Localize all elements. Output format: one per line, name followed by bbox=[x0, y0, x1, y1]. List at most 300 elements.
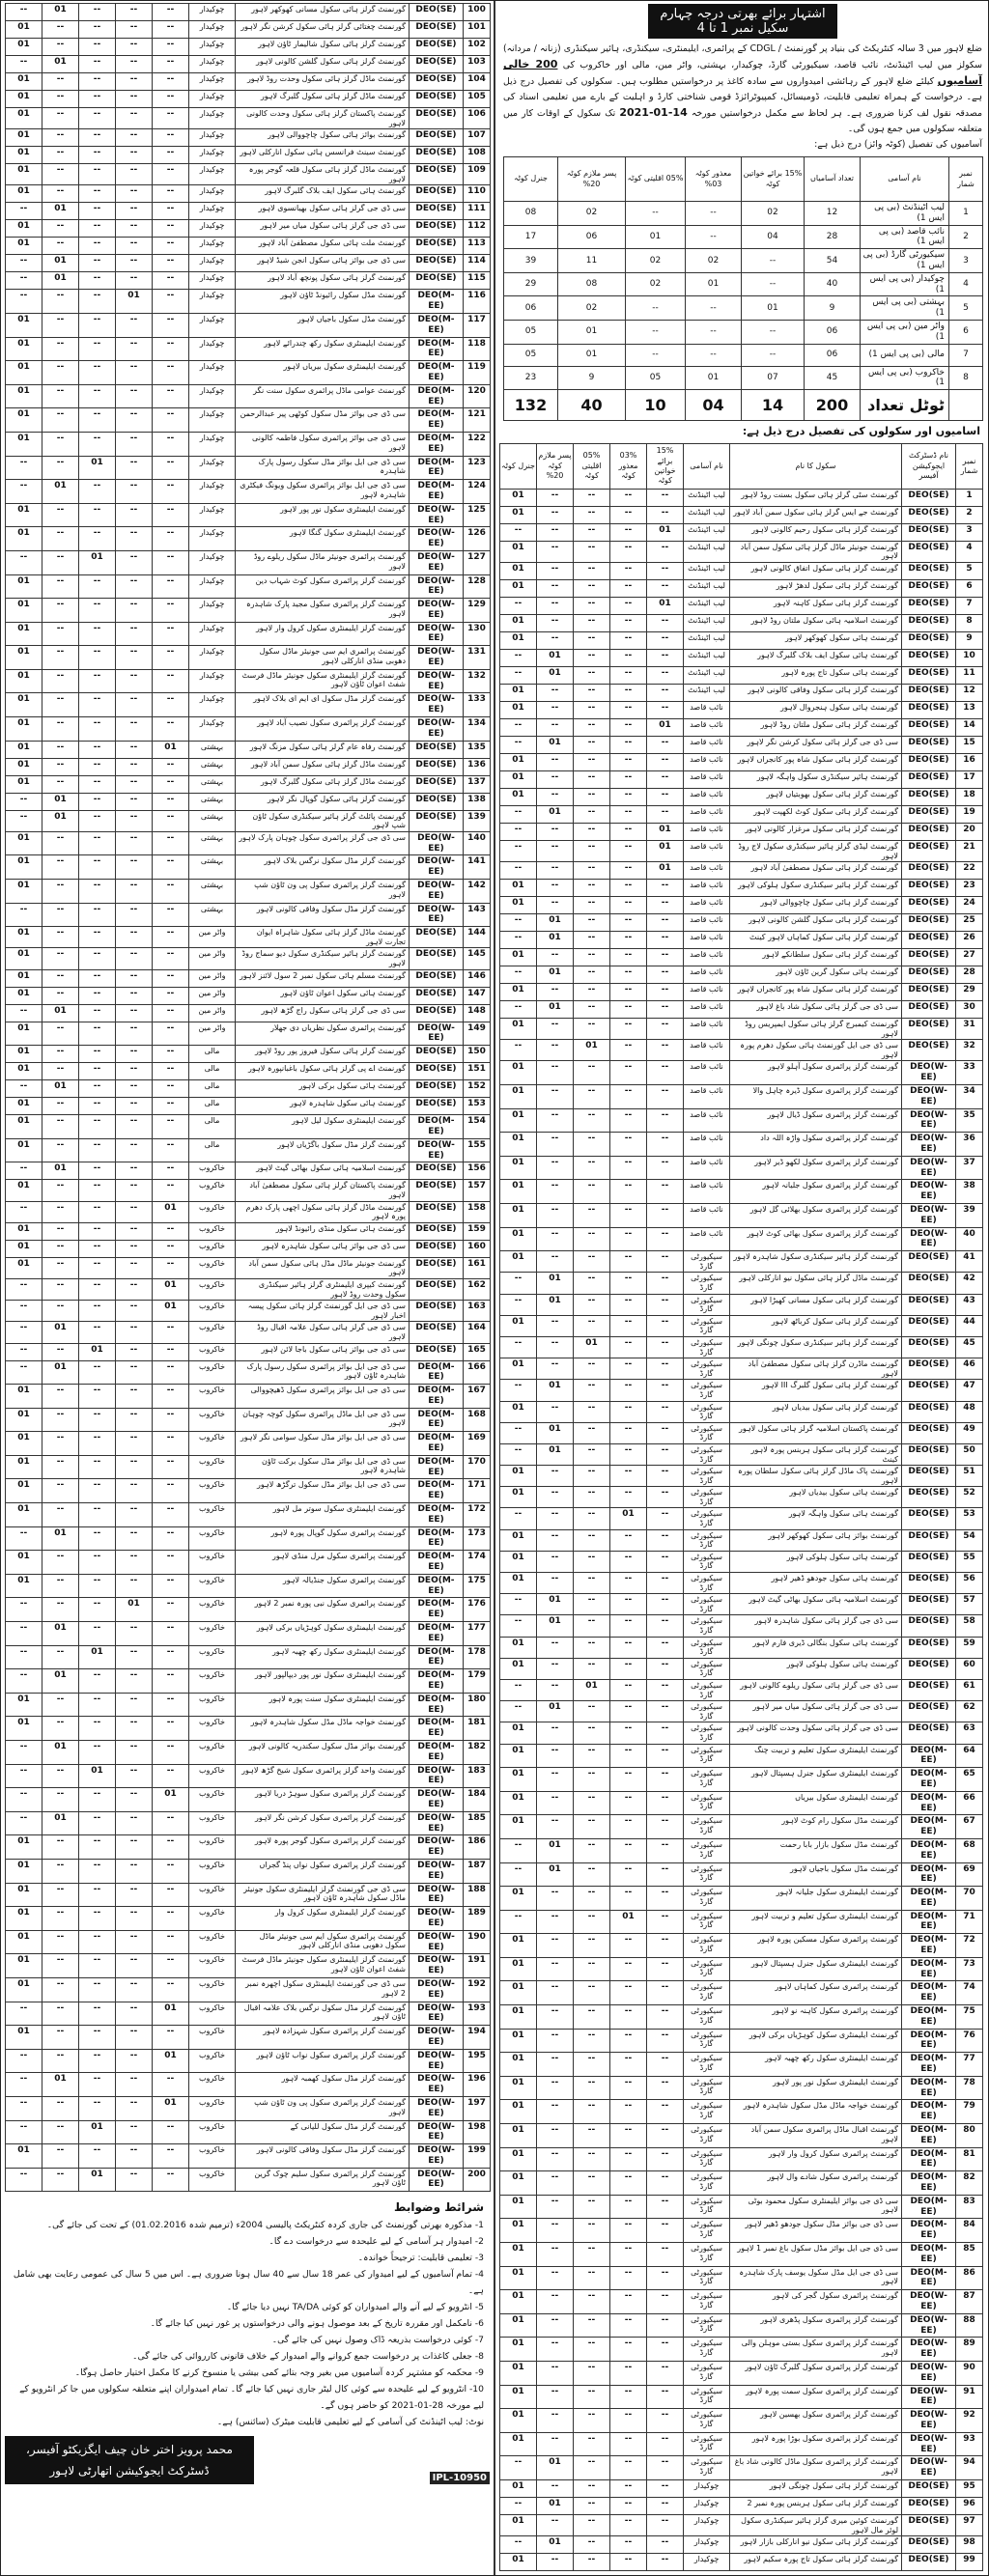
quota-cell-g: 01 bbox=[6, 1930, 42, 1954]
deo-name: DEO(M-EE) bbox=[410, 432, 464, 456]
quota-cell-w: -- bbox=[647, 2124, 684, 2148]
post-name: نائب قاصد bbox=[684, 823, 730, 840]
serial-number: 17 bbox=[956, 770, 983, 788]
table-row bbox=[6, 1257, 491, 1278]
deo-name: DEO(M-EE) bbox=[410, 290, 464, 314]
post-name: سیکیورٹی گارڈ bbox=[684, 1551, 730, 1572]
deo-name: DEO(M-EE) bbox=[410, 1115, 464, 1139]
serial-number: 185 bbox=[464, 1811, 491, 1835]
quota-cell-g: 01 bbox=[500, 1934, 537, 1958]
quota-cell-e: -- bbox=[42, 2096, 79, 2120]
quota-cell-d: -- bbox=[116, 1503, 153, 1527]
school-name: گورنمنٹ ملت ہائی سکول مصطفیٰ آباد لاہور bbox=[236, 238, 410, 255]
school-name: سی ڈی جی بوائز ایلیمنٹری سکول محمود بوٹی لاہور bbox=[730, 2195, 902, 2219]
quota-cell-e: 01 bbox=[42, 1322, 79, 1343]
summary-total-blank bbox=[949, 390, 983, 421]
quota-cell-e: -- bbox=[537, 2385, 574, 2409]
table-row bbox=[6, 1693, 491, 1717]
school-name: گورنمنٹ گرلز ہائی سکول لدھڑ لاہور bbox=[730, 579, 902, 597]
quota-cell-e: -- bbox=[42, 1503, 79, 1527]
school-table-header: نمبر شمار bbox=[956, 444, 983, 490]
quota-cell-m: -- bbox=[79, 1551, 116, 1575]
serial-number: 23 bbox=[956, 880, 983, 897]
serial-number: 131 bbox=[464, 646, 491, 670]
quota-cell-d: -- bbox=[610, 1156, 647, 1180]
quota-cell-g: -- bbox=[500, 1838, 537, 1862]
quota-cell-w: -- bbox=[153, 1479, 189, 1503]
serial-number: 59 bbox=[956, 1637, 983, 1658]
quota-cell-m: -- bbox=[574, 1615, 610, 1637]
quota-cell-w: -- bbox=[647, 1573, 684, 1594]
serial-number: 80 bbox=[956, 2124, 983, 2148]
quota-cell-d: -- bbox=[610, 1273, 647, 1294]
deo-name: DEO(SE) bbox=[410, 775, 464, 793]
quota-cell-e: -- bbox=[42, 574, 79, 599]
quota-cell-e: -- bbox=[42, 1788, 79, 1812]
quota-cell-g: 01 bbox=[500, 1573, 537, 1594]
quota-cell-e: 01 bbox=[537, 1443, 574, 1465]
quota-cell-g: 01 bbox=[6, 927, 42, 948]
deo-name: DEO(W-EE) bbox=[410, 669, 464, 693]
quota-cell-m: -- bbox=[79, 1201, 116, 1222]
deo-name: DEO(M-EE) bbox=[410, 408, 464, 433]
quota-cell-e: -- bbox=[42, 185, 79, 203]
quota-cell-d: -- bbox=[610, 1180, 647, 1204]
summary-cell-general: 23 bbox=[504, 366, 558, 390]
quota-cell-m: -- bbox=[79, 717, 116, 742]
school-name: گورنمنٹ ہائی سکول بنگالی ڈیری فارم لاہور bbox=[730, 1637, 902, 1658]
post-name: نائب قاصد bbox=[684, 753, 730, 770]
quota-cell-d: -- bbox=[116, 1859, 153, 1883]
deo-name: DEO(W-EE) bbox=[902, 2456, 956, 2480]
post-name: نائب قاصد bbox=[684, 984, 730, 1001]
quota-cell-w: -- bbox=[647, 2409, 684, 2433]
post-name: نائب قاصد bbox=[684, 805, 730, 823]
school-name: گورنمنٹ بوائز ہائی سکول کھوکھر لاہور bbox=[730, 1529, 902, 1551]
post-name: نائب قاصد bbox=[684, 1227, 730, 1251]
deo-name: DEO(SE) bbox=[902, 1679, 956, 1700]
deo-name: DEO(SE) bbox=[410, 1222, 464, 1240]
quota-cell-d: -- bbox=[116, 1257, 153, 1278]
quota-cell-d: 01 bbox=[610, 1910, 647, 1934]
deo-name: DEO(SE) bbox=[902, 1615, 956, 1637]
post-name: سیکیورٹی گارڈ bbox=[684, 1791, 730, 1815]
quota-cell-m: -- bbox=[574, 1957, 610, 1981]
quota-cell-g: 01 bbox=[6, 831, 42, 855]
quota-cell-g: 01 bbox=[6, 238, 42, 255]
quota-cell-w: -- bbox=[647, 1551, 684, 1572]
quota-cell-e: -- bbox=[42, 622, 79, 646]
quota-cell-g: 01 bbox=[6, 108, 42, 129]
deo-name: DEO(SE) bbox=[410, 1046, 464, 1063]
quota-cell-e: -- bbox=[42, 1479, 79, 1503]
school-name: گورنمنٹ گرلز ہائی سکول گوپال نگر لاہور bbox=[236, 793, 410, 810]
serial-number: 72 bbox=[956, 1934, 983, 1958]
table-row bbox=[6, 1408, 491, 1432]
school-name: گورنمنٹ ہائی سکول ہلوکی لاہور bbox=[730, 1658, 902, 1679]
serial-number: 118 bbox=[464, 337, 491, 361]
school-name: سی ڈی جی بوائز ہائی سکول باجا لائن لاہور bbox=[236, 1343, 410, 1360]
quota-cell-w: -- bbox=[153, 480, 189, 504]
school-name: گورنمنٹ ماڈل گرلز ہائی سکول شاہراہ ایوان تجارت لاہور bbox=[236, 927, 410, 948]
serial-number: 84 bbox=[956, 2219, 983, 2243]
table-row bbox=[500, 2124, 983, 2148]
table-row bbox=[500, 579, 983, 597]
table-row bbox=[6, 741, 491, 758]
quota-cell-e: -- bbox=[537, 2100, 574, 2124]
post-name: لیب اٹینڈنٹ bbox=[684, 489, 730, 506]
quota-cell-d: -- bbox=[610, 2554, 647, 2571]
post-name: خاکروب bbox=[189, 1598, 236, 1622]
school-name: سی ڈی جی گرلز ہائی سکول علامہ اقبال روڈ لاہور bbox=[236, 1322, 410, 1343]
table-row bbox=[6, 1278, 491, 1300]
quota-cell-d: -- bbox=[610, 1722, 647, 1744]
serial-number: 73 bbox=[956, 1957, 983, 1981]
post-name: چوکیدار bbox=[189, 73, 236, 91]
quota-cell-m: 01 bbox=[574, 1679, 610, 1700]
quota-cell-m: -- bbox=[574, 1133, 610, 1157]
table-row bbox=[500, 1401, 983, 1422]
table-row bbox=[500, 718, 983, 736]
school-name: گورنمنٹ ماڈل گرلز ہائی سکول گلبرگ لاہور bbox=[236, 91, 410, 108]
serial-number: 156 bbox=[464, 1162, 491, 1180]
serial-number: 40 bbox=[956, 1227, 983, 1251]
quota-cell-d: -- bbox=[116, 1741, 153, 1765]
quota-cell-e: -- bbox=[42, 361, 79, 385]
quota-cell-w: -- bbox=[647, 1658, 684, 1679]
deo-name: DEO(M-EE) bbox=[410, 1551, 464, 1575]
deo-name: DEO(W-EE) bbox=[410, 880, 464, 904]
school-name: گورنمنٹ ہائی سکول اعوان ٹاؤن لاہور bbox=[236, 987, 410, 1004]
quota-cell-m: -- bbox=[574, 2290, 610, 2314]
quota-cell-d: -- bbox=[610, 1615, 647, 1637]
post-name: لیب اٹینڈنٹ bbox=[684, 541, 730, 562]
quota-cell-w: -- bbox=[647, 1273, 684, 1294]
school-name: گورنمنٹ کوئین میری گرلز ہائیر سیکنڈری سکول لوئر مال لاہور bbox=[730, 2514, 902, 2535]
quota-cell-e: 01 bbox=[537, 649, 574, 666]
quota-cell-w: -- bbox=[647, 1887, 684, 1911]
quota-cell-m: -- bbox=[574, 1156, 610, 1180]
serial-number: 113 bbox=[464, 238, 491, 255]
deo-name: DEO(SE) bbox=[410, 1257, 464, 1278]
quota-cell-g: -- bbox=[6, 550, 42, 574]
school-table-header: نام آسامی bbox=[684, 444, 730, 490]
table-row bbox=[500, 805, 983, 823]
quota-cell-m: -- bbox=[574, 701, 610, 718]
quota-cell-g: -- bbox=[500, 805, 537, 823]
quota-cell-g: 01 bbox=[6, 361, 42, 385]
quota-cell-m: -- bbox=[574, 1466, 610, 1487]
quota-cell-w: -- bbox=[647, 2147, 684, 2171]
school-name: گورنمنٹ گرلز ہائی سکول بیدیاں لاہور bbox=[730, 1401, 902, 1422]
post-name: خاکروب bbox=[189, 1162, 236, 1180]
quota-cell-d: -- bbox=[116, 1479, 153, 1503]
quota-cell-d: -- bbox=[116, 1240, 153, 1257]
quota-cell-d: -- bbox=[116, 2049, 153, 2073]
terms-item: 5- انٹرویو کے لیے آنے والے امیدواران کو کوئی TA/DA نہیں دیا جائے گا۔ bbox=[226, 2302, 484, 2313]
quota-cell-e: 01 bbox=[537, 966, 574, 984]
post-name: چوکیدار bbox=[189, 456, 236, 480]
post-name: خاکروب bbox=[189, 1622, 236, 1646]
quota-cell-d: -- bbox=[116, 203, 153, 220]
quota-cell-w: -- bbox=[647, 1294, 684, 1315]
deo-name: DEO(SE) bbox=[410, 948, 464, 969]
quota-cell-e: -- bbox=[42, 758, 79, 775]
quota-cell-w: -- bbox=[647, 2171, 684, 2196]
quota-cell-d: -- bbox=[116, 969, 153, 987]
post-name: مالی bbox=[189, 1063, 236, 1080]
quota-cell-d: -- bbox=[610, 2195, 647, 2219]
quota-cell-g: 01 bbox=[6, 880, 42, 904]
quota-cell-g: 01 bbox=[6, 574, 42, 599]
post-name: نائب قاصد bbox=[684, 1061, 730, 1085]
table-row bbox=[6, 1859, 491, 1883]
school-name: گورنمنٹ گرلز پرائمری سکول گلبرگ ٹاؤن لاہور bbox=[730, 2361, 902, 2385]
quota-cell-w: -- bbox=[647, 1957, 684, 1981]
deo-name: DEO(SE) bbox=[410, 272, 464, 290]
post-name: خاکروب bbox=[189, 1717, 236, 1741]
school-name: گورنمنٹ اسلامیہ ہائی سکول بھاٹی گیٹ لاہور bbox=[730, 1594, 902, 1615]
serial-number: 126 bbox=[464, 527, 491, 551]
deo-name: DEO(M-EE) bbox=[902, 1768, 956, 1792]
quota-cell-m: -- bbox=[79, 185, 116, 203]
deo-name: DEO(SE) bbox=[410, 73, 464, 91]
summary-total-disabled: 04 bbox=[686, 390, 742, 421]
quota-cell-g: 01 bbox=[500, 2243, 537, 2267]
quota-cell-e: -- bbox=[42, 1098, 79, 1115]
quota-cell-m: -- bbox=[574, 1934, 610, 1958]
school-name: سی ڈی جی ایل مڈل سکول یوسف پارک شاہدرہ لاہور bbox=[730, 2266, 902, 2290]
school-name: گورنمنٹ گرلز ہائیر سیکنڈری سکول دیو سماج روڈ لاہور bbox=[236, 948, 410, 969]
school-name: گورنمنٹ گرلز ہائیر سیکنڈری سکول ہلوکی لاہور bbox=[730, 880, 902, 897]
quota-cell-d: -- bbox=[116, 758, 153, 775]
quota-cell-e: 01 bbox=[42, 480, 79, 504]
table-row bbox=[6, 1526, 491, 1551]
quota-cell-g: 01 bbox=[500, 2029, 537, 2053]
school-name: گورنمنٹ گرلز پرائمری سکول پڈھری لاہور bbox=[730, 2313, 902, 2338]
school-name: گورنمنٹ ماڈل گرلز ہائی سکول سمن آباد لاہور bbox=[236, 758, 410, 775]
school-name: سی ڈی جی ایل بوائز مڈل سکول رسول پارک شاہدرہ bbox=[236, 456, 410, 480]
quota-cell-d: -- bbox=[116, 693, 153, 717]
quota-cell-d: -- bbox=[116, 1278, 153, 1300]
quota-cell-w: -- bbox=[153, 1835, 189, 1860]
quota-cell-g: 01 bbox=[6, 527, 42, 551]
deo-name: DEO(M-EE) bbox=[902, 2100, 956, 2124]
school-name: گورنمنٹ جونیئر ماڈل گرلز ہائی سکول سمن آباد لاہور bbox=[730, 541, 902, 562]
quota-cell-e: 01 bbox=[537, 736, 574, 753]
quota-cell-d: -- bbox=[116, 1138, 153, 1162]
serial-number: 90 bbox=[956, 2361, 983, 2385]
quota-cell-g: -- bbox=[6, 1080, 42, 1098]
post-name: نائب قاصد bbox=[684, 736, 730, 753]
deo-name: DEO(SE) bbox=[902, 541, 956, 562]
post-name: بہشتی bbox=[189, 880, 236, 904]
post-name: سیکیورٹی گارڈ bbox=[684, 1838, 730, 1862]
table-row bbox=[6, 164, 491, 185]
quota-cell-w: -- bbox=[647, 562, 684, 579]
summary-cell-post: سیکیورٹی گارڈ (بی پی ایس 1) bbox=[861, 249, 949, 273]
table-row bbox=[6, 1598, 491, 1622]
quota-cell-d: -- bbox=[610, 840, 647, 861]
quota-cell-w: -- bbox=[153, 1907, 189, 1931]
deo-name: DEO(SE) bbox=[410, 185, 464, 203]
deo-name: DEO(SE) bbox=[902, 770, 956, 788]
quota-cell-w: -- bbox=[153, 1098, 189, 1115]
table-row bbox=[500, 2195, 983, 2219]
deo-name: DEO(SE) bbox=[902, 949, 956, 966]
post-name: چوکیدار bbox=[189, 503, 236, 527]
table-row bbox=[6, 2049, 491, 2073]
quota-cell-g: 01 bbox=[500, 1529, 537, 1551]
deo-name: DEO(SE) bbox=[410, 238, 464, 255]
quota-cell-w: -- bbox=[647, 1934, 684, 1958]
serial-number: 155 bbox=[464, 1138, 491, 1162]
post-name: خاکروب bbox=[189, 1930, 236, 1954]
quota-cell-w: -- bbox=[647, 2100, 684, 2124]
quota-cell-e: 01 bbox=[42, 793, 79, 810]
school-name: گورنمنٹ جے ایس گرلز ہائی سکول سمن آباد لاہور bbox=[730, 506, 902, 523]
quota-cell-w: -- bbox=[647, 1001, 684, 1019]
serial-number: 27 bbox=[956, 949, 983, 966]
quota-cell-g: 01 bbox=[500, 753, 537, 770]
quota-cell-w: -- bbox=[153, 1322, 189, 1343]
quota-cell-d: -- bbox=[610, 2219, 647, 2243]
serial-number: 71 bbox=[956, 1910, 983, 1934]
quota-cell-m: -- bbox=[79, 384, 116, 408]
quota-cell-d: -- bbox=[116, 2120, 153, 2144]
post-name: چوکیدار bbox=[189, 527, 236, 551]
deadline-date: 14-01-2021 bbox=[619, 106, 688, 119]
summary-cell-n: 7 bbox=[949, 344, 983, 366]
quota-cell-g: 01 bbox=[6, 220, 42, 238]
quota-cell-m: -- bbox=[574, 1019, 610, 1040]
post-name: نائب قاصد bbox=[684, 966, 730, 984]
quota-cell-d: -- bbox=[116, 717, 153, 742]
quota-cell-d: -- bbox=[116, 1322, 153, 1343]
summary-total-employee: 40 bbox=[558, 390, 626, 421]
table-row bbox=[500, 1422, 983, 1443]
quota-cell-m: -- bbox=[574, 897, 610, 914]
table-row bbox=[500, 1791, 983, 1815]
post-name: نائب قاصد bbox=[684, 1156, 730, 1180]
quota-cell-e: -- bbox=[42, 1022, 79, 1046]
school-name: گورنمنٹ گرلز ہائی سکول کاہنہ لاہور bbox=[730, 597, 902, 614]
summary-row bbox=[504, 272, 983, 296]
quota-cell-d: -- bbox=[610, 770, 647, 788]
quota-cell-d: -- bbox=[116, 1180, 153, 1201]
post-name: سیکیورٹی گارڈ bbox=[684, 2053, 730, 2077]
quota-cell-w: -- bbox=[153, 290, 189, 314]
quota-cell-w: -- bbox=[647, 1108, 684, 1133]
post-name: چوکیدار bbox=[684, 2536, 730, 2554]
quota-cell-w: -- bbox=[153, 313, 189, 337]
quota-cell-e: -- bbox=[42, 1408, 79, 1432]
terms-and-conditions bbox=[5, 2192, 490, 2430]
quota-cell-w: -- bbox=[153, 1022, 189, 1046]
quota-cell-e: -- bbox=[537, 1251, 574, 1273]
serial-number: 64 bbox=[956, 1744, 983, 1768]
serial-number: 83 bbox=[956, 2195, 983, 2219]
summary-cell-total: 45 bbox=[805, 366, 861, 390]
quota-cell-e: -- bbox=[42, 91, 79, 108]
quota-cell-d: -- bbox=[610, 2124, 647, 2148]
quota-cell-m: -- bbox=[574, 1180, 610, 1204]
quota-cell-d: -- bbox=[116, 855, 153, 880]
post-name: چوکیدار bbox=[189, 622, 236, 646]
deo-name: DEO(SE) bbox=[902, 897, 956, 914]
quota-cell-m: -- bbox=[79, 1322, 116, 1343]
quota-cell-g: 01 bbox=[6, 1022, 42, 1046]
table-row bbox=[6, 1503, 491, 1527]
post-name: چوکیدار bbox=[189, 693, 236, 717]
deo-name: DEO(SE) bbox=[902, 597, 956, 614]
deo-name: DEO(SE) bbox=[902, 1380, 956, 1401]
quota-cell-e: -- bbox=[42, 550, 79, 574]
quota-cell-d: -- bbox=[116, 1432, 153, 1456]
deo-name: DEO(W-EE) bbox=[410, 1954, 464, 1978]
quota-cell-d: -- bbox=[116, 1526, 153, 1551]
serial-number: 56 bbox=[956, 1573, 983, 1594]
quota-cell-g: -- bbox=[500, 718, 537, 736]
serial-number: 109 bbox=[464, 164, 491, 185]
quota-cell-e: -- bbox=[537, 1934, 574, 1958]
table-row bbox=[6, 56, 491, 73]
serial-number: 4 bbox=[956, 541, 983, 562]
deo-name: DEO(W-EE) bbox=[410, 2073, 464, 2097]
quota-cell-g: -- bbox=[6, 2049, 42, 2073]
quota-cell-e: -- bbox=[42, 1455, 79, 1479]
summary-cell-disabled: 01 bbox=[686, 272, 742, 296]
quota-cell-d: -- bbox=[610, 1443, 647, 1465]
post-name: سیکیورٹی گارڈ bbox=[684, 1679, 730, 1700]
serial-number: 106 bbox=[464, 108, 491, 129]
summary-cell-employee: 01 bbox=[558, 344, 626, 366]
post-name: خاکروب bbox=[189, 1240, 236, 1257]
quota-cell-w: -- bbox=[153, 1138, 189, 1162]
deo-name: DEO(SE) bbox=[902, 1722, 956, 1744]
school-name: گورنمنٹ پرائمری سکول نبی پورہ نمبر 2 لاہور bbox=[236, 1598, 410, 1622]
quota-cell-w: -- bbox=[153, 1811, 189, 1835]
quota-cell-d: -- bbox=[116, 646, 153, 670]
quota-cell-m: -- bbox=[79, 91, 116, 108]
quota-cell-d: -- bbox=[610, 2076, 647, 2100]
serial-number: 61 bbox=[956, 1679, 983, 1700]
quota-cell-w: -- bbox=[647, 1679, 684, 1700]
quota-cell-d: -- bbox=[116, 669, 153, 693]
quota-cell-w: -- bbox=[153, 693, 189, 717]
deo-name: DEO(SE) bbox=[902, 614, 956, 631]
quota-cell-m: -- bbox=[79, 408, 116, 433]
quota-cell-m: -- bbox=[574, 2053, 610, 2077]
school-name: گورنمنٹ گرلز پرائمری سکول پی ون ٹاؤن شپ لاہور bbox=[236, 2096, 410, 2120]
quota-cell-w: -- bbox=[153, 1063, 189, 1080]
quota-cell-m: -- bbox=[79, 1180, 116, 1201]
quota-cell-d: -- bbox=[610, 2479, 647, 2497]
serial-number: 68 bbox=[956, 1838, 983, 1862]
post-name: سیکیورٹی گارڈ bbox=[684, 2147, 730, 2171]
quota-cell-m: -- bbox=[79, 1622, 116, 1646]
deo-name: DEO(M-EE) bbox=[902, 2195, 956, 2219]
quota-cell-w: -- bbox=[153, 1764, 189, 1788]
quota-cell-m: -- bbox=[574, 1358, 610, 1380]
post-name: خاکروب bbox=[189, 2026, 236, 2050]
table-row bbox=[500, 1108, 983, 1133]
post-name: چوکیدار bbox=[189, 147, 236, 164]
serial-number: 159 bbox=[464, 1222, 491, 1240]
serial-number: 112 bbox=[464, 220, 491, 238]
quota-cell-d: -- bbox=[610, 2338, 647, 2362]
deo-name: DEO(SE) bbox=[410, 1301, 464, 1322]
